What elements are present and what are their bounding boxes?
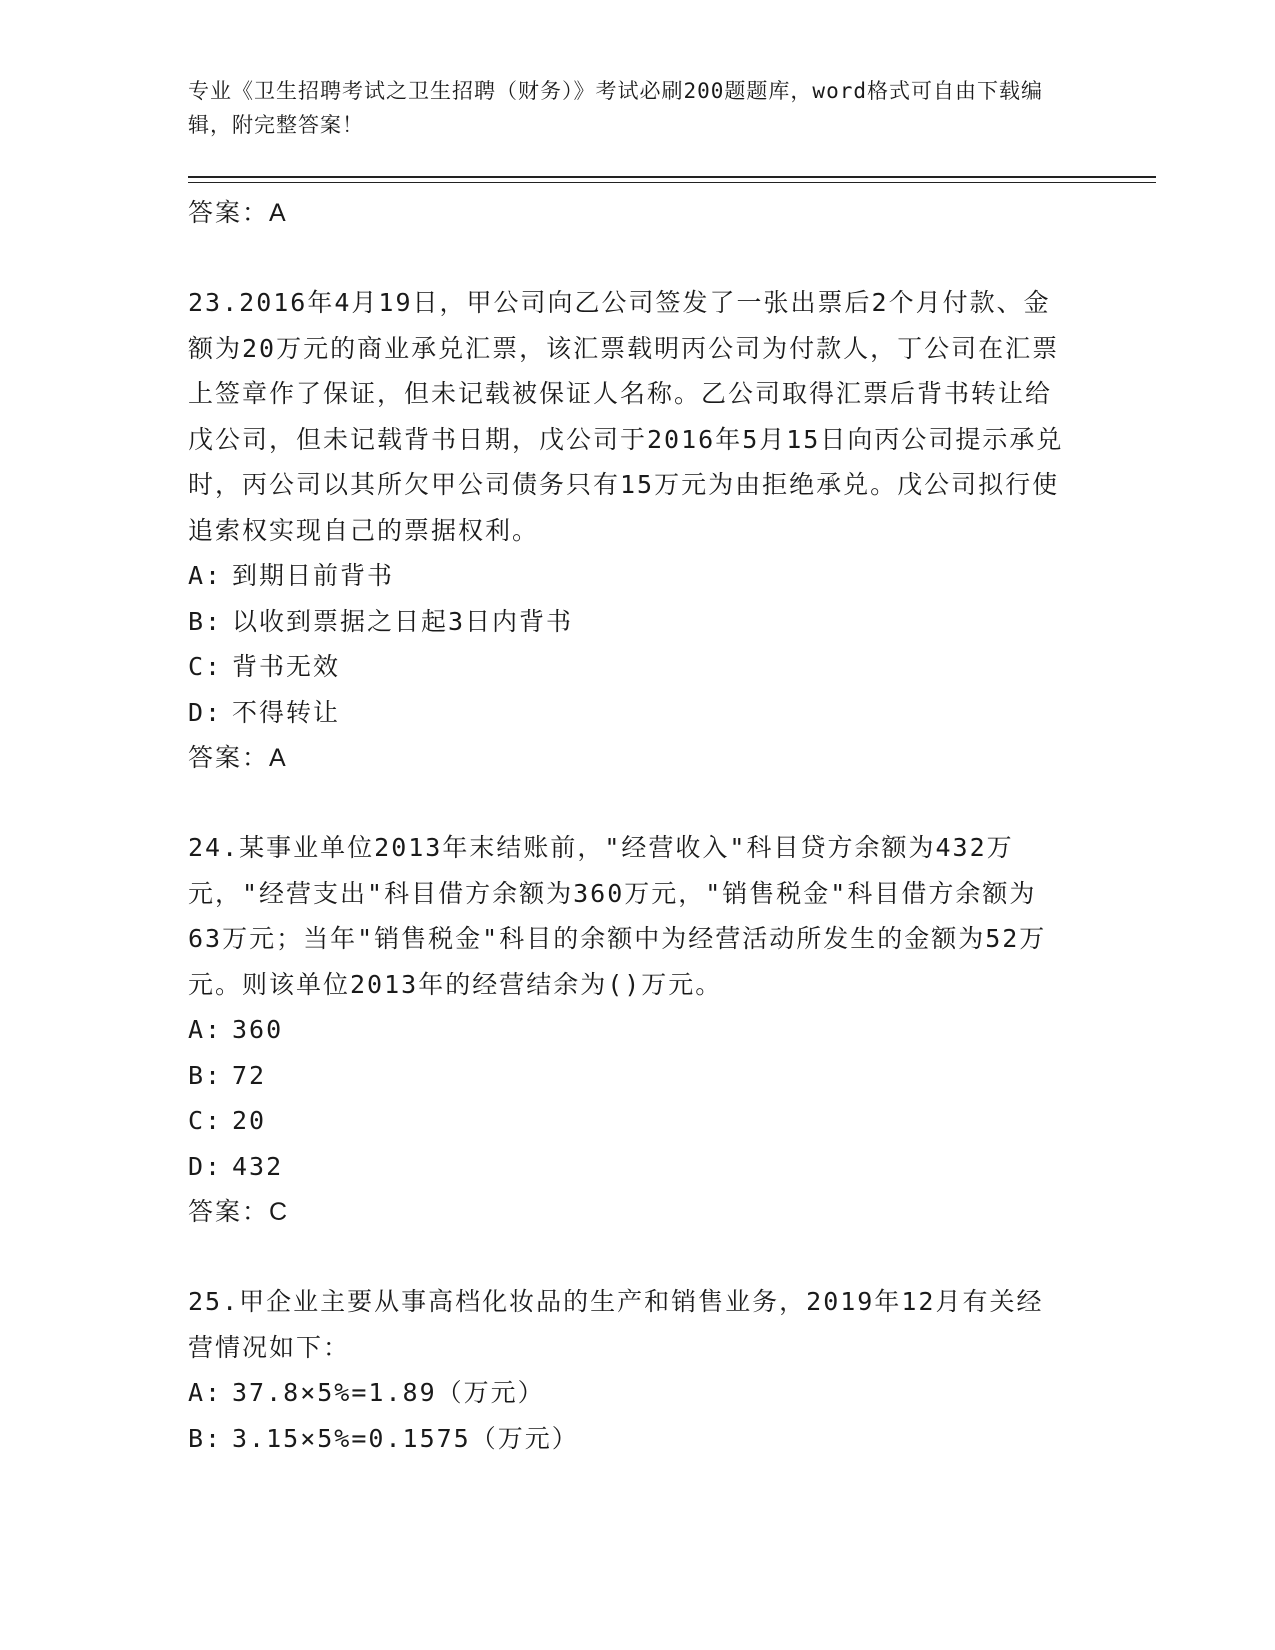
answer-label: 答案：A (188, 199, 288, 227)
header-divider-thin (188, 182, 1156, 183)
option-d (188, 1144, 1088, 1190)
spacer (188, 781, 1088, 825)
option-letter: B: (188, 1060, 223, 1090)
option-letter: C: (188, 652, 223, 681)
option-b (188, 1416, 1088, 1462)
question-block (188, 825, 1088, 1235)
option-a (188, 1007, 1088, 1053)
option-text: 432 (232, 1151, 284, 1181)
option-letter: B: (188, 606, 223, 636)
header-divider-thick (188, 176, 1156, 178)
page-header: 专业《卫生招聘考试之卫生招聘（财务）》考试必刷200题题库，word格式可自由下载编辑，附完整答案！ (188, 79, 1043, 137)
option-text: 3.15×5%=0.1575（万元） (232, 1423, 579, 1453)
document-body (188, 190, 1088, 1461)
option-letter: D: (188, 1151, 223, 1181)
option-text: 背书无效 (232, 652, 341, 681)
option-a (188, 553, 1088, 599)
option-letter: A: (188, 1015, 223, 1044)
option-text: 不得转让 (232, 697, 341, 727)
option-text: 到期日前背书 (232, 561, 395, 590)
option-letter: A: (188, 561, 223, 590)
spacer (188, 1235, 1088, 1279)
question-stem: 24.某事业单位2013年末结账前，"经营收入"科目贷方余额为432万元，"经营支出"科目借方余额为360万元，"销售税金"科目借方余额为63万元；当年"销售税金"科目的余额中为经营活动所发生的金额为52万元。则该单位2013年的经营结余为()万元。 (188, 833, 1047, 999)
question-stem: 25.甲企业主要从事高档化妆品的生产和销售业务，2019年12月有关经营情况如下： (188, 1287, 1044, 1362)
option-text: 360 (232, 1015, 284, 1044)
option-b (188, 1053, 1088, 1099)
question-block (188, 280, 1088, 781)
option-text: 20 (232, 1106, 267, 1135)
question-stem: 23.2016年4月19日，甲公司向乙公司签发了一张出票后2个月付款、金额为20万元的商业承兑汇票，该汇票载明丙公司为付款人，丁公司在汇票上签章作了保证，但未记载被保证人名称。乙公司取得汇票后背书转让给戊公司，但未记载背书日期，戊公司于2016年5月15日向丙公司提示承兑时，丙公司以其所欠甲公司债务只有15万元为由拒绝承兑。戊公司拟行使追索权实现自己的票据权利。 (188, 288, 1064, 545)
option-d (188, 690, 1088, 736)
option-letter: B: (188, 1423, 223, 1453)
option-text: 以收到票据之日起3日内背书 (232, 606, 574, 636)
option-text: 37.8×5%=1.89（万元） (232, 1378, 545, 1407)
question-block (188, 1279, 1088, 1461)
option-letter: D: (188, 697, 223, 727)
option-a (188, 1370, 1088, 1416)
option-c (188, 644, 1088, 690)
spacer (188, 236, 1088, 280)
answer-label: 答案：A (188, 744, 288, 772)
answer-label: 答案：C (188, 1198, 290, 1226)
option-b (188, 599, 1088, 645)
option-letter: C: (188, 1106, 223, 1135)
option-text: 72 (232, 1060, 267, 1090)
option-letter: A: (188, 1378, 223, 1407)
option-c (188, 1098, 1088, 1144)
